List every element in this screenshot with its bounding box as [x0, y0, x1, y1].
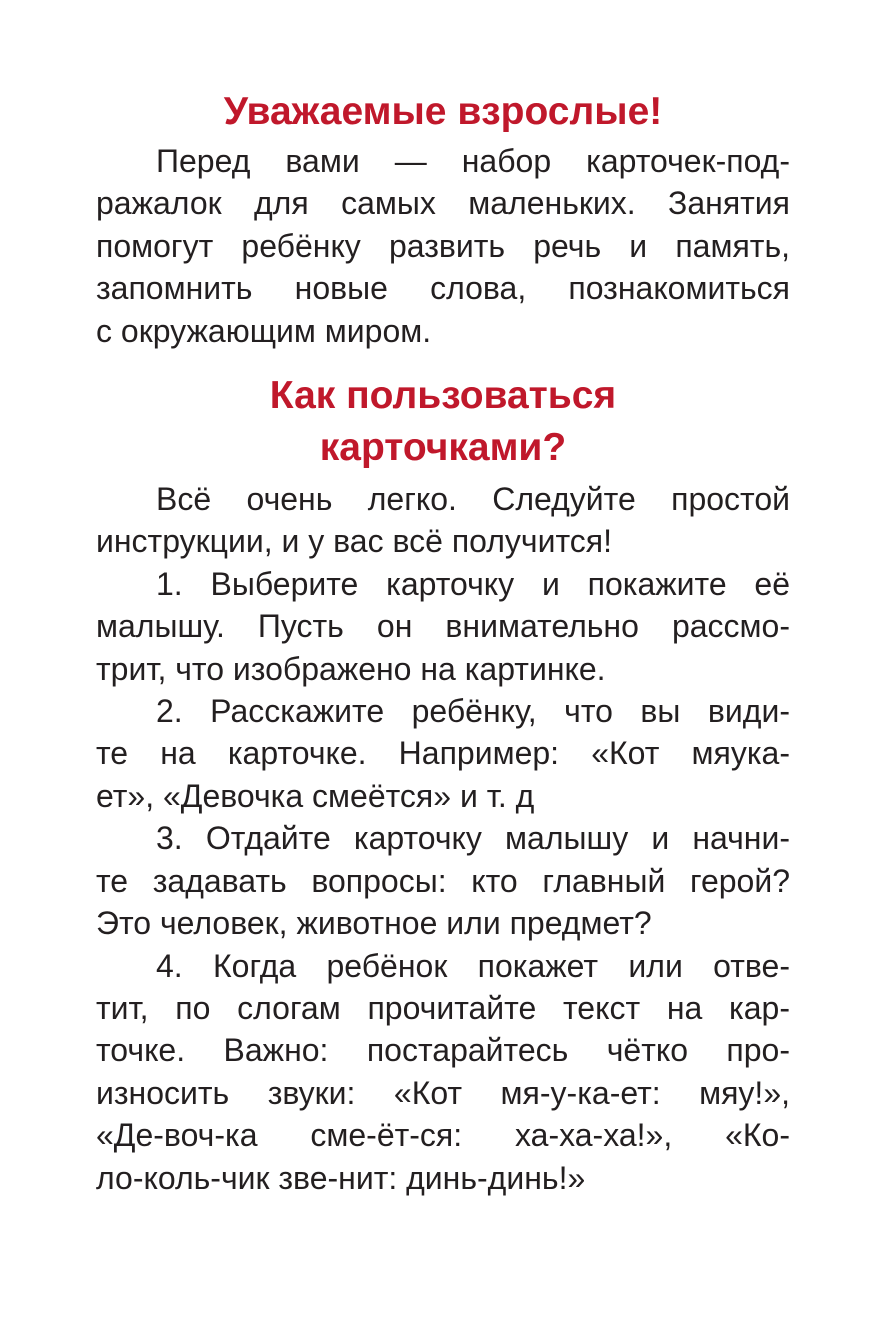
intro-line: помогут ребёнку развить речь и память, [96, 227, 790, 264]
step-line: Это человек, животное или предмет? [96, 905, 652, 942]
greeting-heading: Уважаемые взрослые! [223, 90, 663, 133]
step-line: 4. Когда ребёнок покажет или отве- [156, 947, 790, 984]
step-line: те задавать вопросы: кто главный герой? [96, 862, 790, 899]
lead-paragraph [96, 478, 790, 563]
intro-line: запомнить новые слова, познакомиться [96, 270, 790, 307]
step-line: точке. Важно: постарайтесь чётко про- [96, 1032, 790, 1069]
step-3-paragraph [96, 817, 790, 944]
how-to-heading [96, 370, 790, 474]
step-line: ло-коль-чик зве-нит: динь-динь!» [96, 1159, 586, 1196]
step-line: ет», «Девочка смеётся» и т. д [96, 777, 535, 814]
intro-line: Перед вами — набор карточек-под- [156, 143, 790, 179]
step-line: 2. Расскажите ребёнку, что вы види- [156, 693, 790, 730]
lead-line: инструкции, и у вас всё получится! [96, 523, 612, 560]
how-to-heading-line-1: Как пользоваться [269, 374, 617, 418]
how-to-heading-line-2: карточками? [319, 426, 567, 470]
intro-paragraph [96, 140, 790, 352]
step-4-paragraph [96, 945, 790, 1199]
intro-line: с окружающим миром. [96, 312, 432, 349]
step-2-paragraph [96, 690, 790, 817]
step-line: 3. Отдайте карточку малышу и начни- [156, 820, 790, 857]
step-line: те на карточке. Например: «Кот мяука- [96, 735, 790, 772]
step-line: 1. Выберите карточку и покажите её [156, 565, 790, 602]
step-line: «Де-воч-ка сме-ёт-ся: ха-ха-ха!», «Ко- [96, 1117, 790, 1154]
instruction-page [96, 86, 790, 1199]
intro-line: ражалок для самых маленьких. Занятия [96, 185, 790, 222]
step-line: трит, что изображено на картинке. [96, 650, 606, 687]
step-line: тит, по слогам прочитайте текст на кар- [96, 989, 790, 1026]
step-line: малышу. Пусть он внимательно рассмо- [96, 608, 790, 645]
step-1-paragraph [96, 563, 790, 690]
step-line: износить звуки: «Кот мя-у-ка-ет: мяу!», [96, 1074, 790, 1111]
lead-line: Всё очень легко. Следуйте простой [156, 481, 790, 518]
